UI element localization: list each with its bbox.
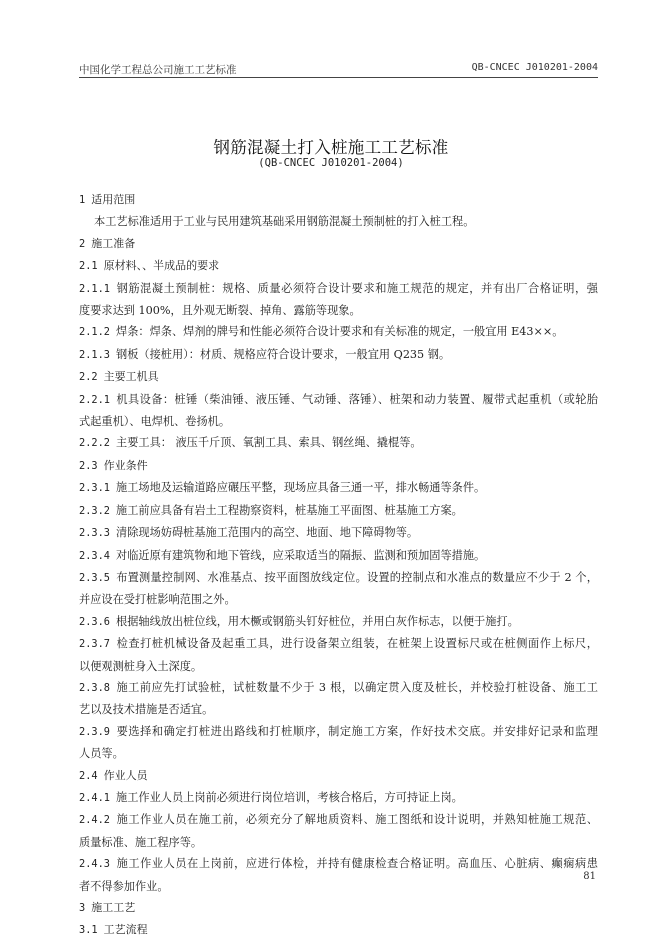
clause-text: 原材料、、半成品的要求 (103, 259, 220, 273)
clause-2-1-2 (79, 321, 598, 343)
clause-2-3-7 (79, 633, 598, 655)
clause-2-3 (79, 455, 598, 477)
clause-number: 2.1.2 (79, 326, 110, 339)
clause-continuation (79, 411, 598, 432)
clause-2-2 (79, 366, 598, 388)
clause-number: 2.2 (79, 371, 98, 384)
clause-2-3-6 (79, 611, 598, 633)
running-header-code: QB-CNCEC J010201-2004 (471, 62, 598, 73)
clause-2-4 (79, 765, 598, 787)
clause-text: 者不得参加作业。 (79, 879, 169, 893)
clause-3 (79, 897, 598, 919)
clause-number: 2.3 (79, 459, 98, 472)
clause-1 (79, 189, 598, 211)
clause-number: 2.1.3 (79, 348, 110, 361)
clause-text: 艺以及技术措施是否适宜。 (79, 703, 214, 717)
clause-continuation (79, 876, 598, 897)
clause-text: 主要工具： 液压千斤顶、氧割工具、索具、钢丝绳、撬棍等。 (116, 436, 422, 450)
clause-number: 2.4.1 (79, 791, 110, 804)
clause-text: 施工工艺 (91, 901, 136, 914)
clause-3-1 (79, 919, 598, 941)
clause-number: 2.3.1 (79, 482, 110, 495)
clause-number: 2.1.1 (79, 282, 110, 295)
clause-continuation (79, 656, 598, 677)
clause-2-4-1 (79, 787, 598, 809)
clause-number: 2.2.2 (79, 437, 110, 450)
clause-text: 施工准备 (91, 236, 136, 250)
clause-text: 清除现场妨碍桩基施工范围内的高空、地面、地下障碍物等。 (116, 526, 419, 540)
clause-number: 3 (79, 902, 86, 914)
clause-text: 度要求达到 100%，且外观无断裂、掉角、露筋等现象。 (79, 304, 361, 318)
document-title: 钢筋混凝土打入桩施工工艺标准 (213, 138, 449, 157)
clause-2-3-2 (79, 500, 598, 522)
clause-text: 要选择和确定打桩进出路线和打桩顺序，制定施工方案，作好技术交底。并安排好记录和监理 (116, 724, 598, 738)
clause-number: 2.3.5 (79, 571, 110, 584)
clause-text: 人员等。 (79, 747, 124, 761)
clause-text: 施工场地及运输道路应碾压平整，现场应具备三通一平，排水畅通等条件。 (116, 481, 486, 495)
clause-text: 钢板（接桩用）：材质、规格应符合设计要求，一般宜用 Q235 钢。 (116, 347, 451, 361)
clause-2-1-3 (79, 344, 598, 366)
clause-number: 2.3.6 (79, 615, 110, 628)
clause-number: 2.1 (79, 260, 98, 273)
clause-2-3-1 (79, 477, 598, 499)
clause-text: 钢筋混凝土预制桩：规格、质量必须符合设计要求和施工规范的规定，并有出厂合格证明，强 (116, 281, 598, 295)
clause-continuation (79, 832, 598, 853)
clause-number: 1 (79, 194, 86, 206)
clause-2-2-2 (79, 432, 598, 454)
clause-text: 施工作业人员在上岗前，应进行体检，并持有健康检查合格证明。高血压、心脏病、癫痫病患 (116, 857, 598, 871)
clause-text: 作业条件 (103, 458, 148, 472)
clause-text: 根据轴线放出桩位线，用木橛或钢筋头钉好桩位，并用白灰作标志，以便于施打。 (116, 614, 519, 628)
clause-continuation (79, 699, 598, 720)
clause-text: 焊条：焊条、焊剂的牌号和性能必须符合设计要求和有关标准的规定，一般宜用 E43××。 (116, 325, 564, 339)
clause-text: 主要工机具 (103, 370, 159, 384)
clause-text: 机具设备：桩锤（柴油锤、液压锤、气动锤、落锤）、桩架和动力装置、履带式起重机（或轮胎 (116, 392, 598, 406)
clause-2-1 (79, 255, 598, 277)
header-rule (79, 77, 598, 78)
clause-number: 2.3.3 (79, 527, 110, 540)
clause-continuation (79, 300, 598, 321)
clause-text: 对临近原有建筑物和地下管线，应采取适当的隔振、监测和预加固等措施。 (116, 548, 486, 562)
clause-number: 2.2.1 (79, 393, 110, 406)
clause-2-4-3 (79, 853, 598, 875)
clause-2-3-5 (79, 567, 598, 589)
clause-continuation (79, 211, 598, 232)
clause-2-1-1 (79, 278, 598, 300)
clause-text: 质量标准、施工程序等。 (79, 835, 203, 849)
document-code: (QB-CNCEC J010201-2004) (258, 157, 404, 169)
clause-text: 布置测量控制网、水准基点、按平面图放线定位。设置的控制点和水准点的数量应不少于 2 个， (116, 570, 598, 584)
clause-number: 2.3.7 (79, 638, 110, 651)
clause-text: 式起重机）、电焊机、卷扬机。 (79, 415, 231, 429)
clause-continuation (79, 743, 598, 764)
clause-2-3-9 (79, 721, 598, 743)
running-header-title: 中国化学工程总公司施工工艺标准 (79, 64, 237, 76)
clause-text: 施工作业人员在施工前，必须充分了解地质资料、施工图纸和设计说明，并熟知桩施工规范、 (116, 813, 598, 827)
clause-number: 2.4 (79, 769, 98, 782)
clause-2-3-4 (79, 545, 598, 567)
clause-number: 2.4.2 (79, 814, 110, 827)
clause-text: 并应设在受打桩影响范围之外。 (79, 593, 236, 607)
clause-text: 施工前应具备有岩土工程勘察资料，桩基施工平面图、桩基施工方案。 (116, 503, 463, 517)
clause-text: 施工作业人员上岗前必须进行岗位培训，考核合格后，方可持证上岗。 (116, 790, 463, 804)
clause-text: 工艺流程 (103, 923, 148, 937)
clause-2 (79, 233, 598, 255)
clause-text: 施工前应先打试验桩，试桩数量不少于 3 根，以确定贯入度及桩长，并校验打桩设备、施工工 (116, 680, 598, 694)
clause-text: 本工艺标准适用于工业与民用建筑基础采用钢筋混凝土预制桩的打入桩工程。 (94, 215, 475, 229)
clause-text: 检查打桩机械设备及起重工具，进行设备架立组装，在桩架上设置标尺或在桩侧面作上标尺， (116, 637, 598, 651)
clause-continuation (79, 589, 598, 610)
clause-text: 作业人员 (103, 768, 148, 782)
clause-number: 3.1 (79, 924, 98, 937)
clause-text: 以便观测桩身入土深度。 (79, 659, 203, 673)
clause-number: 2.3.4 (79, 549, 110, 562)
clause-number: 2.3.9 (79, 725, 110, 738)
clause-2-3-3 (79, 522, 598, 544)
page-number: 81 (583, 871, 596, 882)
clause-text: 适用范围 (91, 193, 136, 206)
document-body (79, 189, 598, 942)
clause-number: 2.3.8 (79, 681, 110, 694)
clause-2-3-8 (79, 677, 598, 699)
clause-number: 2.3.2 (79, 504, 110, 517)
clause-2-2-1 (79, 389, 598, 411)
clause-number: 2.4.3 (79, 858, 110, 871)
clause-number: 2 (79, 237, 86, 250)
clause-2-4-2 (79, 809, 598, 831)
